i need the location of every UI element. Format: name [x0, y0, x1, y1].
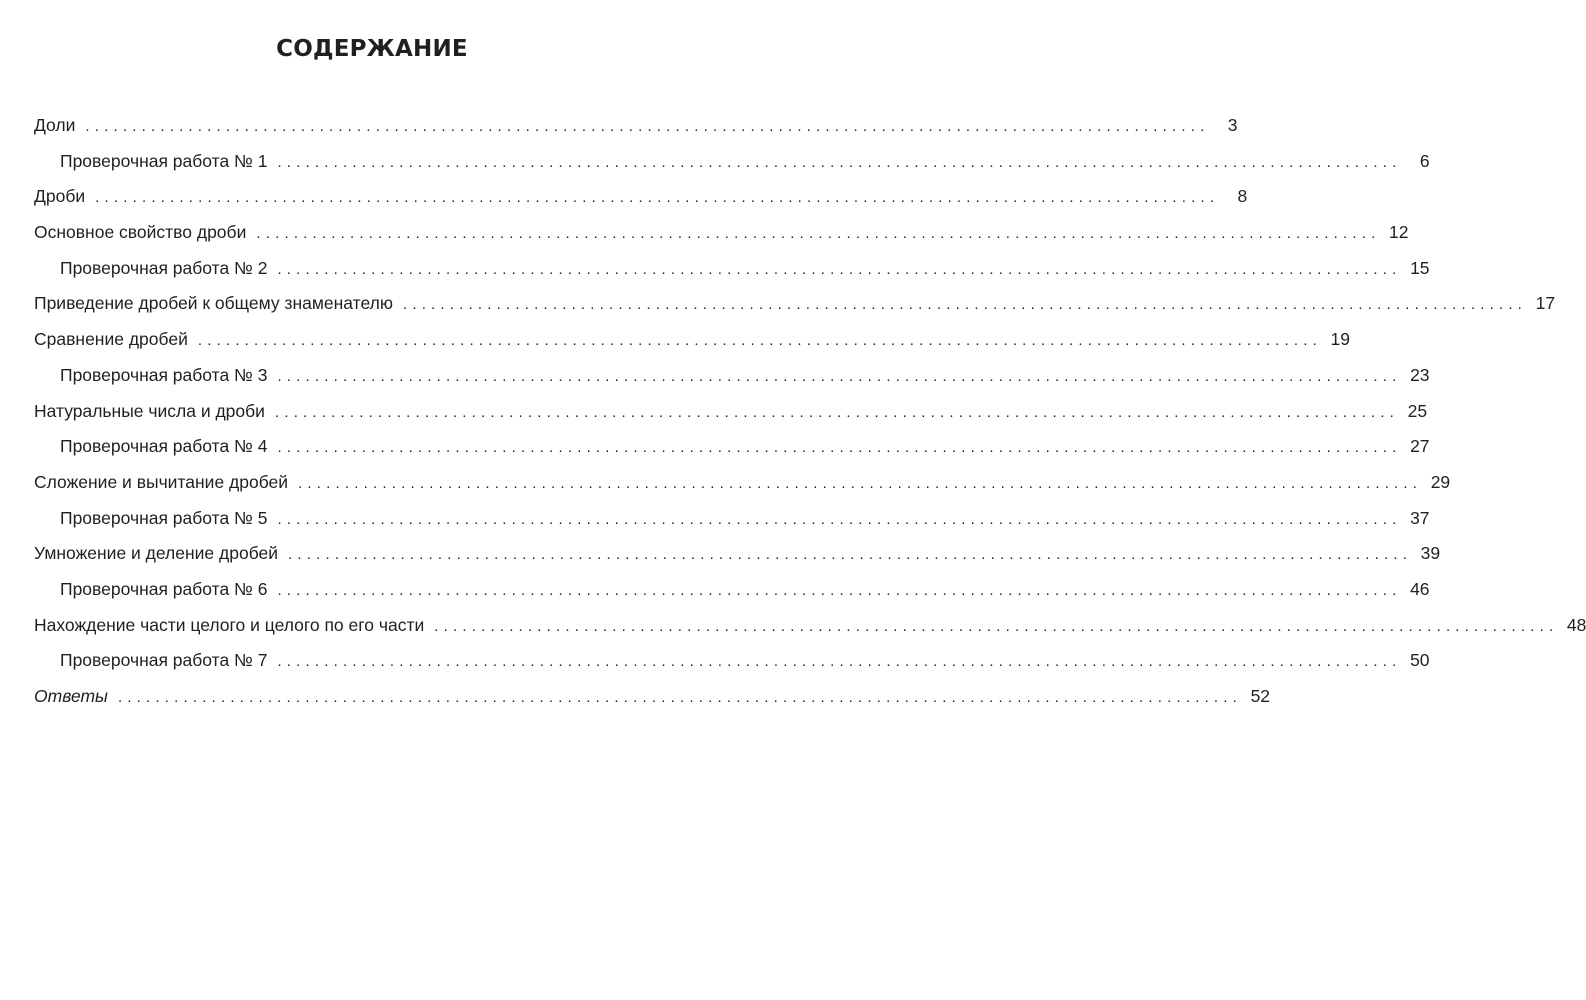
toc-entry[interactable] [34, 179, 1248, 215]
toc-entry[interactable] [34, 465, 1451, 501]
dot-leader: ........................................................................................................................ [277, 653, 1402, 671]
dot-leader: ........................................................................................................................ [288, 546, 1413, 564]
toc-entry-page-number: 48 [1566, 614, 1586, 635]
toc-entry[interactable] [34, 144, 1430, 180]
toc-entry[interactable] [34, 643, 1430, 679]
toc-entry-title: Проверочная работа № 5 [60, 507, 268, 528]
toc-entry-title: Проверочная работа № 2 [60, 257, 268, 278]
toc-entry[interactable] [34, 108, 1238, 144]
dot-leader: ........................................................................................................................ [277, 439, 1402, 457]
toc-entry[interactable] [34, 251, 1430, 287]
toc-entry-page-number: 25 [1407, 400, 1428, 421]
toc-entry-title: Ответы [34, 686, 108, 706]
toc-entry-title: Натуральные числа и дроби [34, 400, 265, 421]
toc-entry-page-number: 15 [1410, 257, 1430, 278]
toc-entry-title: Проверочная работа № 3 [60, 364, 268, 385]
toc-entry[interactable] [34, 429, 1430, 465]
dot-leader: ........................................................................................................................ [277, 367, 1402, 385]
toc-entry[interactable] [34, 358, 1430, 394]
toc-entry-title: Проверочная работа № 1 [60, 150, 268, 171]
toc-entry[interactable] [34, 679, 1271, 715]
toc-entry-page-number: 29 [1430, 471, 1451, 492]
toc-entry-page-number: 39 [1420, 543, 1441, 564]
dot-leader: ........................................................................................................................ [95, 189, 1220, 207]
toc-entry-page-number: 52 [1250, 686, 1271, 706]
dot-leader: ........................................................................................................................ [277, 153, 1402, 171]
dot-leader: ........................................................................................................................ [434, 617, 1559, 635]
toc-entry[interactable] [34, 501, 1430, 537]
toc-entry-page-number: 8 [1237, 186, 1248, 207]
toc-entry[interactable] [34, 322, 1350, 358]
dot-leader: ........................................................................................................................ [277, 260, 1402, 278]
toc-entry[interactable] [34, 572, 1430, 608]
toc-entry-title: Умножение и деление дробей [34, 543, 279, 564]
toc-entry-page-number: 27 [1410, 436, 1430, 457]
toc-entry-title: Доли [34, 115, 76, 135]
toc-entry-title: Проверочная работа № 7 [60, 650, 268, 671]
toc-entry-page-number: 19 [1330, 329, 1350, 350]
toc-entry-title: Сложение и вычитание дробей [34, 471, 289, 492]
toc-entry-page-number: 50 [1410, 650, 1430, 671]
dot-leader: ........................................................................................................................ [277, 510, 1402, 528]
toc-entry-page-number: 6 [1419, 150, 1430, 171]
toc-entry-page-number: 46 [1410, 578, 1430, 599]
toc-entry[interactable] [34, 394, 1428, 430]
toc-entry-page-number: 12 [1388, 222, 1409, 243]
dot-leader: ........................................................................................................................ [298, 474, 1423, 492]
table-of-contents [34, 108, 1586, 715]
toc-entry-page-number: 37 [1410, 507, 1430, 528]
toc-entry-title: Приведение дробей к общему знаменателю [34, 293, 393, 314]
dot-leader: ........................................................................................................................ [277, 581, 1402, 599]
toc-entry-title: Проверочная работа № 4 [60, 436, 268, 457]
dot-leader: ........................................................................................................................ [402, 296, 1528, 314]
toc-entry[interactable] [34, 215, 1409, 251]
toc-entry-page-number: 17 [1535, 293, 1556, 314]
toc-entry[interactable] [34, 536, 1441, 572]
toc-entry-page-number: 3 [1227, 115, 1238, 135]
toc-entry[interactable] [34, 608, 1586, 644]
toc-entry[interactable] [34, 286, 1556, 322]
toc-entry-title: Проверочная работа № 6 [60, 578, 268, 599]
dot-leader: ........................................................................................................................ [274, 403, 1400, 421]
toc-entry-title: Основное свойство дроби [34, 222, 247, 243]
toc-entry-title: Нахождение части целого и целого по его части [34, 614, 425, 635]
page-title: СОДЕРЖАНИЕ [276, 36, 468, 62]
dot-leader: ........................................................................................................................ [117, 689, 1243, 706]
toc-entry-title: Дроби [34, 186, 86, 207]
dot-leader: ........................................................................................................................ [256, 225, 1381, 243]
dot-leader: ........................................................................................................................ [85, 118, 1210, 135]
toc-entry-title: Сравнение дробей [34, 329, 188, 350]
dot-leader: ........................................................................................................................ [197, 332, 1322, 350]
toc-entry-page-number: 23 [1410, 364, 1430, 385]
